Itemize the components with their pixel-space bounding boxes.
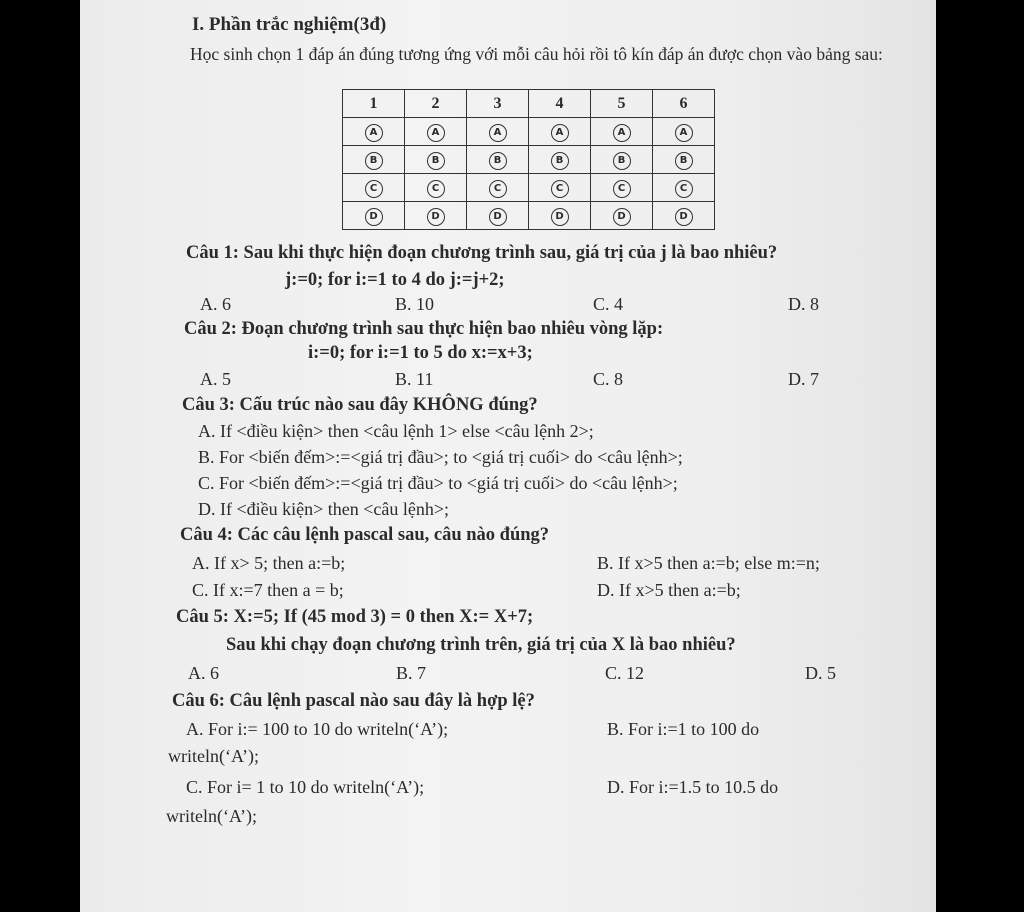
question-6-option-c: C. For i= 1 to 10 do writeln(‘A’);: [186, 777, 425, 797]
answer-bubble-b[interactable]: B: [427, 152, 445, 170]
question-5-option-d: D. 5: [805, 663, 836, 683]
question-1-option-b: B. 10: [395, 294, 435, 314]
question-4-option-d: D. If x>5 then a:=b;: [597, 580, 741, 600]
answer-bubble-d[interactable]: D: [613, 208, 631, 226]
question-2-prompt: Câu 2: Đoạn chương trình sau thực hiện bao nhiêu vòng lặp:: [184, 319, 664, 339]
answer-bubble-d[interactable]: D: [489, 208, 507, 226]
answer-bubble-b[interactable]: B: [551, 152, 569, 170]
question-number: 5: [591, 90, 653, 118]
answer-table-header-row: [343, 90, 715, 118]
question-1-option-c: C. 4: [593, 294, 624, 314]
question-6-option-b: B. For i:=1 to 100 do: [607, 719, 760, 739]
answer-bubble-a[interactable]: A: [551, 124, 569, 142]
question-3-option-a: A. If <điều kiện> then <câu lệnh 1> else <câu lệnh 2>;: [198, 421, 594, 441]
answer-bubble-c[interactable]: C: [365, 180, 383, 198]
question-3-prompt: Câu 3: Cấu trúc nào sau đây KHÔNG đúng?: [182, 395, 538, 415]
answer-bubble-a[interactable]: A: [675, 124, 693, 142]
question-1-option-d: D. 8: [788, 294, 819, 314]
answer-bubble-d[interactable]: D: [427, 208, 445, 226]
question-1-option-a: A. 6: [200, 294, 231, 314]
answer-bubble-b[interactable]: B: [613, 152, 631, 170]
instruction-text: Học sinh chọn 1 đáp án đúng tương ứng với mỗi câu hỏi rồi tô kín đáp án được chọn vào bảng sau:: [190, 44, 883, 64]
question-6-option-d-continued: writeln(‘A’);: [166, 806, 257, 826]
answer-bubble-d[interactable]: D: [551, 208, 569, 226]
question-3-option-c: C. For <biến đếm>:=<giá trị đầu> to <giá trị cuối> do <câu lệnh>;: [198, 473, 678, 493]
question-3-option-b: B. For <biến đếm>:=<giá trị đầu>; to <giá trị cuối> do <câu lệnh>;: [198, 447, 683, 467]
question-number: 6: [653, 90, 715, 118]
question-4-option-c: C. If x:=7 then a = b;: [192, 580, 344, 600]
answer-bubble-a[interactable]: A: [427, 124, 445, 142]
answer-row-a: [343, 118, 715, 146]
question-5-option-b: B. 7: [396, 663, 427, 683]
answer-bubble-b[interactable]: B: [675, 152, 693, 170]
question-4-option-b: B. If x>5 then a:=b; else m:=n;: [597, 553, 820, 573]
question-number: 2: [405, 90, 467, 118]
answer-bubble-c[interactable]: C: [489, 180, 507, 198]
question-4-option-a: A. If x> 5; then a:=b;: [192, 553, 346, 573]
question-6-prompt: Câu 6: Câu lệnh pascal nào sau đây là hợp lệ?: [172, 691, 535, 711]
answer-bubble-c[interactable]: C: [613, 180, 631, 198]
answer-row-c: [343, 174, 715, 202]
question-5-option-a: A. 6: [188, 663, 219, 683]
answer-row-d: [343, 202, 715, 230]
answer-bubble-c[interactable]: C: [551, 180, 569, 198]
section-title: I. Phần trắc nghiệm(3đ): [192, 14, 387, 35]
question-1-prompt: Câu 1: Sau khi thực hiện đoạn chương trình sau, giá trị của j là bao nhiêu?: [186, 243, 778, 263]
question-5-option-c: C. 12: [605, 663, 645, 683]
question-5-prompt: Câu 5: X:=5; If (45 mod 3) = 0 then X:= X+7;: [176, 607, 534, 627]
exam-paper: [80, 0, 936, 912]
answer-row-b: [343, 146, 715, 174]
question-2-option-d: D. 7: [788, 369, 819, 389]
question-6-option-a: A. For i:= 100 to 10 do writeln(‘A’);: [186, 719, 449, 739]
answer-bubble-b[interactable]: B: [365, 152, 383, 170]
answer-bubble-d[interactable]: D: [365, 208, 383, 226]
question-1-code: j:=0; for i:=1 to 4 do j:=j+2;: [285, 270, 505, 290]
answer-bubble-b[interactable]: B: [489, 152, 507, 170]
question-2-option-c: C. 8: [593, 369, 624, 389]
answer-bubble-a[interactable]: A: [613, 124, 631, 142]
question-4-prompt: Câu 4: Các câu lệnh pascal sau, câu nào đúng?: [180, 525, 550, 545]
answer-bubble-d[interactable]: D: [675, 208, 693, 226]
answer-bubble-c[interactable]: C: [427, 180, 445, 198]
question-3-option-d: D. If <điều kiện> then <câu lệnh>;: [198, 499, 450, 519]
answer-bubble-a[interactable]: A: [365, 124, 383, 142]
question-number: 1: [343, 90, 405, 118]
question-6-option-d: D. For i:=1.5 to 10.5 do: [607, 777, 779, 797]
question-2-option-a: A. 5: [200, 369, 231, 389]
answer-bubble-c[interactable]: C: [675, 180, 693, 198]
question-number: 3: [467, 90, 529, 118]
answer-bubble-a[interactable]: A: [489, 124, 507, 142]
question-5-followup: Sau khi chạy đoạn chương trình trên, giá trị của X là bao nhiêu?: [226, 635, 736, 655]
question-2-option-b: B. 11: [395, 369, 434, 389]
question-2-code: i:=0; for i:=1 to 5 do x:=x+3;: [308, 343, 533, 363]
question-number: 4: [529, 90, 591, 118]
question-6-option-b-continued: writeln(‘A’);: [168, 746, 259, 766]
answer-table: [342, 89, 715, 230]
